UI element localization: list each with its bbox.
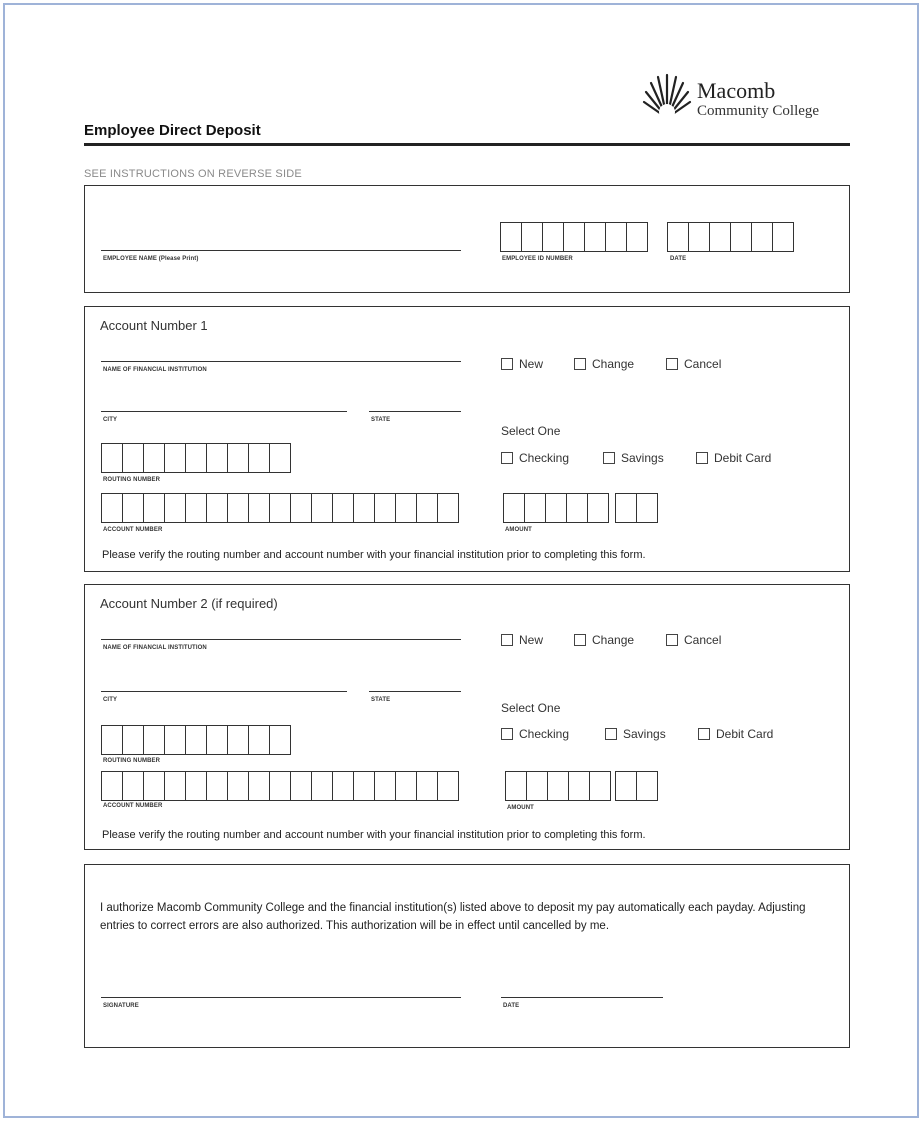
account1-debit-checkbox[interactable]: Debit Card xyxy=(696,451,771,465)
signature-date-line[interactable] xyxy=(501,997,663,998)
checkbox-icon xyxy=(698,728,710,740)
account2-amount-caption: AMOUNT xyxy=(507,805,534,811)
account2-amount-dollar-boxes[interactable] xyxy=(505,771,611,801)
account2-amount-cents-boxes[interactable] xyxy=(615,771,658,801)
account1-heading: Account Number 1 xyxy=(100,318,208,333)
employee-id-caption: EMPLOYEE ID NUMBER xyxy=(502,256,573,262)
account1-amount-cents-boxes[interactable] xyxy=(615,493,658,523)
signature-date-caption: DATE xyxy=(503,1003,520,1009)
account1-checking-checkbox[interactable]: Checking xyxy=(501,451,569,465)
account1-select-label: Select One xyxy=(501,424,561,438)
account1-city-caption: CITY xyxy=(103,417,118,423)
checkbox-icon xyxy=(501,634,513,646)
checkbox-icon xyxy=(666,634,678,646)
account2-account-caption: ACCOUNT NUMBER xyxy=(103,803,163,809)
checkbox-icon xyxy=(574,358,586,370)
employee-name-line[interactable] xyxy=(101,250,461,251)
account2-routing-boxes[interactable] xyxy=(101,725,291,755)
account2-select-label: Select One xyxy=(501,701,561,715)
date-boxes[interactable] xyxy=(667,222,794,252)
account1-amount-dollar-boxes[interactable] xyxy=(503,493,609,523)
account2-account-boxes[interactable] xyxy=(101,771,459,801)
authorization-text: I authorize Macomb Community College and the financial institution(s) listed above to deposit my pay automatically each payday. Adjusting entries to correct errors are also authorized. This authorization will be in effect until cancelled by me. xyxy=(100,902,806,932)
account2-institution-line[interactable] xyxy=(101,639,461,640)
account1-savings-checkbox[interactable]: Savings xyxy=(603,451,664,465)
checkbox-icon xyxy=(501,728,513,740)
account2-cancel-checkbox[interactable]: Cancel xyxy=(666,633,721,647)
account1-account-boxes[interactable] xyxy=(101,493,459,523)
employee-name-caption: EMPLOYEE NAME (Please Print) xyxy=(103,256,199,262)
signature-caption: SIGNATURE xyxy=(103,1003,139,1009)
account1-state-caption: STATE xyxy=(371,417,391,423)
account1-amount-caption: AMOUNT xyxy=(505,527,532,533)
authorization-section xyxy=(84,864,850,1048)
checkbox-icon xyxy=(501,452,513,464)
account2-heading: Account Number 2 (if required) xyxy=(100,596,278,611)
account2-city-caption: CITY xyxy=(103,697,118,703)
account2-debit-checkbox[interactable]: Debit Card xyxy=(698,727,773,741)
checkbox-icon xyxy=(603,452,615,464)
form-title: Employee Direct Deposit xyxy=(84,122,261,139)
account1-institution-caption: NAME OF FINANCIAL INSTITUTION xyxy=(103,367,207,373)
date-caption: DATE xyxy=(670,256,687,262)
account2-savings-checkbox[interactable]: Savings xyxy=(605,727,666,741)
account1-institution-line[interactable] xyxy=(101,361,461,362)
account2-verify-note: Please verify the routing number and account number with your financial institution prior to completing this form. xyxy=(102,829,646,841)
account1-verify-note: Please verify the routing number and account number with your financial institution prior to completing this form. xyxy=(102,549,646,561)
account1-new-checkbox[interactable]: New xyxy=(501,357,543,371)
logo-subname: Community College xyxy=(697,103,820,119)
account1-cancel-checkbox[interactable]: Cancel xyxy=(666,357,721,371)
college-logo xyxy=(640,68,860,128)
account2-section xyxy=(84,584,850,850)
checkbox-icon xyxy=(605,728,617,740)
account2-city-line[interactable] xyxy=(101,691,347,692)
account2-state-line[interactable] xyxy=(369,691,461,692)
logo-name: Macomb xyxy=(697,78,776,103)
account2-institution-caption: NAME OF FINANCIAL INSTITUTION xyxy=(103,645,207,651)
checkbox-icon xyxy=(696,452,708,464)
employee-section xyxy=(84,185,850,293)
account2-state-caption: STATE xyxy=(371,697,391,703)
account2-checking-checkbox[interactable]: Checking xyxy=(501,727,569,741)
account1-change-checkbox[interactable]: Change xyxy=(574,357,634,371)
checkbox-icon xyxy=(666,358,678,370)
title-divider xyxy=(84,143,850,146)
account1-state-line[interactable] xyxy=(369,411,461,412)
account1-account-caption: ACCOUNT NUMBER xyxy=(103,527,163,533)
account2-routing-caption: ROUTING NUMBER xyxy=(103,758,161,764)
account1-routing-caption: ROUTING NUMBER xyxy=(103,477,161,483)
account2-new-checkbox[interactable]: New xyxy=(501,633,543,647)
account1-routing-boxes[interactable] xyxy=(101,443,291,473)
account1-section xyxy=(84,306,850,572)
instructions-note: SEE INSTRUCTIONS ON REVERSE SIDE xyxy=(84,168,302,180)
checkbox-icon xyxy=(501,358,513,370)
account1-city-line[interactable] xyxy=(101,411,347,412)
signature-line[interactable] xyxy=(101,997,461,998)
sunburst-logo-icon xyxy=(640,72,694,122)
employee-id-boxes[interactable] xyxy=(500,222,648,252)
account2-change-checkbox[interactable]: Change xyxy=(574,633,634,647)
checkbox-icon xyxy=(574,634,586,646)
